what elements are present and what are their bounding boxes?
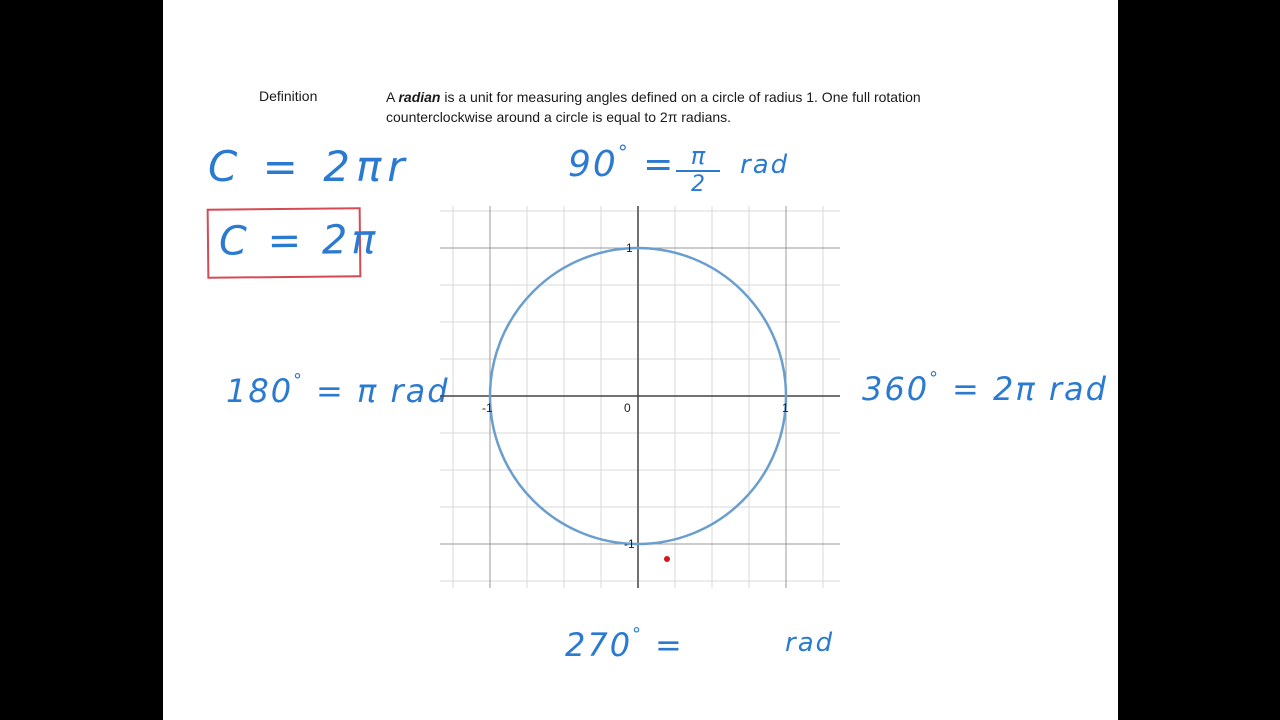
x-tick-1: 1 [782, 401, 789, 415]
definition-article: A [386, 89, 395, 105]
axes [440, 206, 840, 588]
rad-unit-270: rad [785, 628, 835, 658]
y-tick-1: 1 [626, 241, 633, 255]
fraction-denominator: 2 [691, 172, 705, 197]
degree-180-rhs: = π rad [316, 372, 450, 410]
degree-270-value: 270 [565, 626, 633, 664]
circumference-formula: C = 2πr [208, 142, 411, 191]
definition-term: radian [398, 89, 441, 105]
equals-sign: = [643, 144, 676, 185]
degree-360-rhs: = 2π rad [952, 370, 1108, 408]
boxed-formula: C = 2π [218, 217, 380, 265]
degree-symbol: ° [293, 371, 304, 392]
definition-label: Definition [259, 88, 318, 104]
degree-symbol: ° [617, 141, 630, 164]
equals-sign: = [655, 626, 684, 664]
degree-360-value: 360 [862, 370, 930, 408]
definition-line2: counterclockwise around a circle is equal to 2π radians. [386, 108, 732, 125]
degree-symbol: ° [632, 625, 643, 646]
degree-symbol: ° [929, 369, 940, 390]
degree-180-value: 180 [226, 372, 294, 410]
pointer-dot [664, 556, 670, 562]
grid-major-lines [440, 206, 840, 588]
origin-label: 0 [624, 401, 631, 415]
definition-line1: is a unit for measuring angles defined on a circle of radius 1. One full rotation [444, 89, 921, 105]
x-tick-neg1: -1 [482, 401, 493, 415]
degree-90-value: 90 [568, 144, 618, 185]
fraction-numerator: π [690, 142, 706, 170]
grid-minor-lines [440, 206, 840, 588]
rad-unit-90: rad [740, 150, 790, 180]
y-tick-neg1: -1 [624, 537, 635, 551]
